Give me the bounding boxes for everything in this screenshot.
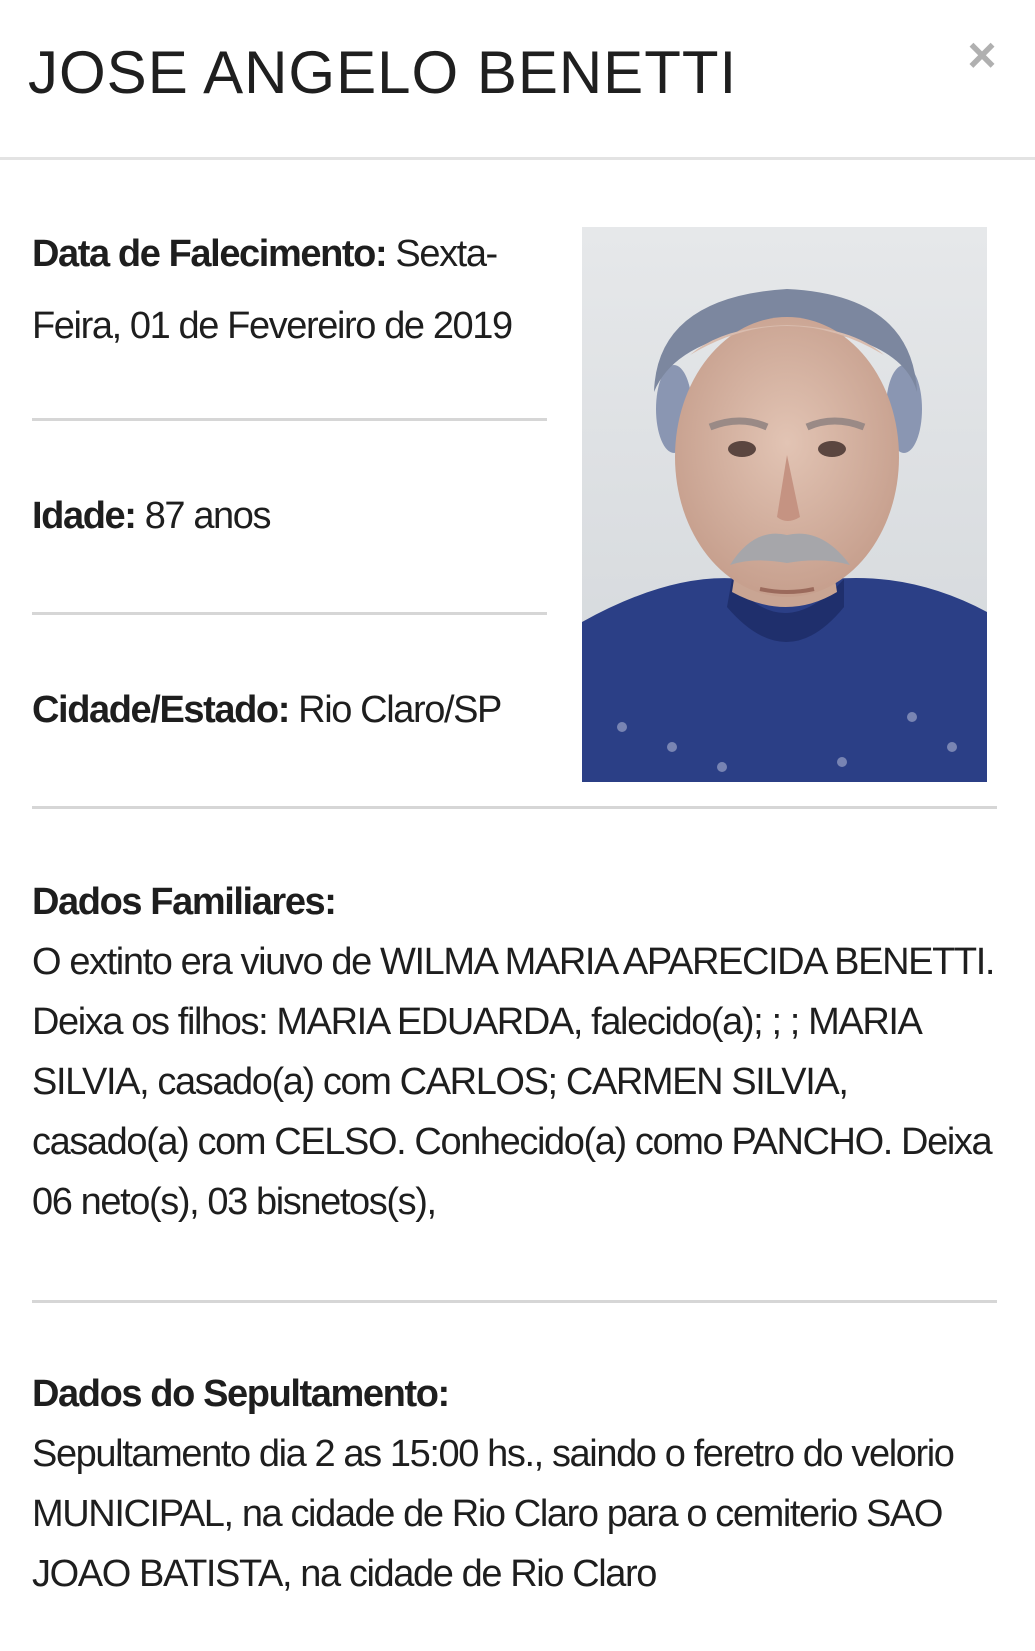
burial-text: Sepultamento dia 2 as 15:00 hs., saindo o feretro do velorio MUNICIPAL, na cidade de Rio Claro para o cemiterio SAO JOAO BATISTA, na cidade de Rio Claro	[32, 1433, 954, 1595]
age-label: Idade:	[32, 495, 136, 537]
divider	[32, 612, 547, 615]
city-field	[32, 680, 501, 740]
divider	[32, 418, 547, 421]
divider	[32, 1300, 997, 1303]
modal-header	[0, 0, 1035, 160]
burial-heading: Dados do Sepultamento:	[32, 1373, 449, 1415]
age-field	[32, 486, 270, 546]
family-section	[32, 872, 1007, 1232]
divider	[32, 806, 997, 809]
death-date-label: Data de Falecimento:	[32, 233, 387, 275]
burial-section	[32, 1364, 1007, 1604]
city-label: Cidade/Estado:	[32, 689, 289, 731]
city-value: Rio Claro/SP	[298, 689, 502, 731]
family-text: O extinto era viuvo de WILMA MARIA APARECIDA BENETTI. Deixa os filhos: MARIA EDUARDA, falecido(a); ; ; MARIA SILVIA, casado(a) com CARLOS; CARMEN SILVIA, casado(a) com CELSO. Conhecido(a) como PANCHO. Deixa 06 neto(s), 03 bisnetos(s),	[32, 941, 995, 1223]
death-date-field	[32, 218, 552, 362]
family-heading: Dados Familiares:	[32, 881, 336, 923]
close-icon[interactable]: ×	[967, 27, 997, 83]
deceased-portrait-photo	[582, 227, 987, 782]
death-date-value: Sexta-Feira, 01 de Fevereiro de 2019	[32, 233, 512, 347]
page-title: JOSE ANGELO BENETTI	[28, 39, 738, 106]
age-value: 87 anos	[144, 495, 271, 537]
